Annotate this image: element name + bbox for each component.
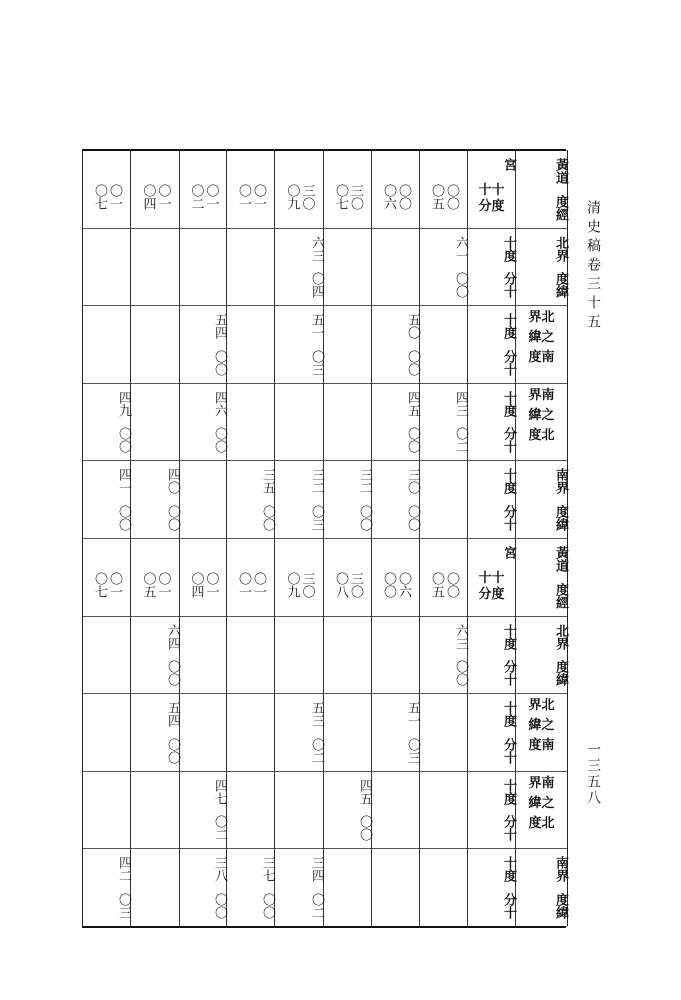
table-cell (324, 693, 372, 771)
cell-text: 〇三 (116, 892, 131, 919)
cell-text: 五〇 (405, 313, 420, 340)
row-header-cell (516, 305, 567, 383)
table-cell (372, 150, 420, 228)
cell-text: 〇一 (236, 572, 251, 598)
cell-text: 〇〇 (116, 504, 131, 531)
table-row (83, 305, 567, 384)
table-cell (372, 616, 420, 694)
cell-text: 分十 (501, 815, 516, 842)
cell-text: 三〇 (348, 184, 363, 210)
table-cell (131, 228, 180, 306)
table-cell (83, 693, 131, 771)
cell-text: 〇〇 (453, 272, 468, 299)
cell-text: 十度 (501, 623, 516, 650)
table-cell (227, 848, 275, 926)
cell-text: 分十 (501, 892, 516, 919)
cell-text: 四一 (116, 468, 131, 495)
cell-text: 三五 (260, 468, 275, 495)
cell-text: 〇七 (333, 184, 348, 210)
cell-text: 〇五 (429, 572, 444, 598)
cell-text: 〇〇 (212, 427, 227, 454)
cell-text: 分十 (501, 349, 516, 376)
cell-text: 〇一 (236, 184, 251, 210)
table-cell (372, 228, 420, 306)
row-header-cell (516, 616, 567, 694)
cell-text: 〇〇 (165, 504, 180, 531)
table-cell (180, 228, 227, 306)
table-row (83, 383, 567, 462)
unit-cell (468, 460, 516, 538)
table-row (83, 460, 567, 539)
table-cell (131, 848, 180, 926)
table-cell (420, 538, 468, 616)
cell-text: 度經 (553, 194, 568, 221)
cell-text: 〇二 (309, 737, 324, 764)
cell-text: 〇九 (284, 184, 300, 210)
cell-text: 分十 (501, 272, 516, 299)
table-cell (180, 616, 227, 694)
table-cell (372, 383, 420, 461)
cell-text: 度經 (553, 582, 568, 609)
cell-text: 分十 (501, 660, 516, 687)
running-title: 清史稿卷三十五 (585, 200, 601, 333)
table-cell (227, 460, 275, 538)
cell-text: 五四 (212, 313, 227, 340)
table-cell (324, 538, 372, 616)
table-cell (275, 538, 324, 616)
page-number: 一三五八 (585, 742, 601, 806)
cell-text: 〇六 (381, 184, 396, 210)
cell-text: 十度 (501, 235, 516, 262)
unit-cell (468, 693, 516, 771)
cell-text: 〇五 (429, 184, 444, 210)
cell-text: 〇〇 (357, 815, 372, 842)
cell-text: 分十 (501, 427, 516, 454)
cell-text: 五三 (309, 701, 324, 728)
table-row (83, 150, 567, 229)
cell-text: 界北 緯之 度南 (528, 310, 555, 366)
cell-text: 十度 (501, 856, 516, 883)
table-row (83, 228, 567, 307)
cell-text: 四二 (116, 856, 131, 883)
table-cell (275, 228, 324, 306)
table-cell (180, 693, 227, 771)
cell-text: 度緯 (553, 892, 568, 919)
cell-text: 四七 (212, 778, 227, 805)
cell-text: 十度 (501, 778, 516, 805)
unit-cell (468, 383, 516, 461)
cell-text: 〇二 (453, 427, 468, 454)
cell-text: 〇一 (251, 184, 266, 210)
cell-text: 黃道 (553, 158, 568, 184)
table-cell (83, 848, 131, 926)
table-cell (83, 616, 131, 694)
table-cell (420, 848, 468, 926)
cell-text: 北界 (553, 235, 568, 262)
unit-cell (468, 538, 516, 616)
unit-cell (468, 228, 516, 306)
cell-text: 〇九 (284, 572, 300, 598)
cell-text: 分十 (501, 737, 516, 764)
cell-text: 〇〇 (260, 892, 275, 919)
table-cell (275, 693, 324, 771)
table-cell (227, 150, 275, 228)
cell-text: 〇三 (309, 504, 324, 531)
table-cell (324, 848, 372, 926)
unit-cell (468, 305, 516, 383)
table-cell (324, 305, 372, 383)
cell-text: 界北 緯之 度南 (528, 698, 555, 754)
cell-text: 十度 (501, 701, 516, 728)
table-row (83, 771, 567, 850)
cell-text: 黃道 (553, 546, 568, 572)
cell-text: 〇一 (155, 184, 171, 210)
cell-text: 南界 (553, 468, 568, 495)
unit-cell (468, 616, 516, 694)
table-cell (372, 693, 420, 771)
table-cell (275, 150, 324, 228)
cell-text: 四九 (116, 390, 131, 417)
cell-text: 三〇 (299, 184, 315, 210)
cell-text: 六四 (165, 623, 180, 650)
unit-cell (468, 771, 516, 849)
cell-text: 三〇 (299, 572, 315, 598)
cell-text: 宮 (501, 158, 516, 171)
cell-text: 〇七 (92, 572, 107, 598)
table-cell (227, 228, 275, 306)
cell-text: 四五 (405, 390, 420, 417)
cell-text: 〇二 (212, 815, 227, 842)
cell-text: 〇〇 (453, 660, 468, 687)
cell-text: 北界 (553, 623, 568, 650)
table-cell (324, 460, 372, 538)
table-cell (420, 383, 468, 461)
table-cell (324, 383, 372, 461)
cell-text: 六一 (453, 235, 468, 262)
table-cell (420, 150, 468, 228)
cell-text: 三〇 (348, 572, 363, 598)
cell-text: 〇〇 (444, 572, 459, 598)
table-cell (372, 460, 420, 538)
cell-text: 〇〇 (405, 349, 420, 376)
table-cell (180, 150, 227, 228)
cell-text: 界南 緯之 度北 (528, 775, 555, 831)
cell-text: 〇四 (140, 184, 156, 210)
cell-text: 〇四 (309, 272, 324, 299)
row-header-cell (516, 693, 567, 771)
cell-text: 四五 (357, 778, 372, 805)
table-cell (227, 771, 275, 849)
cell-text: 〇〇 (212, 349, 227, 376)
bottom-rule (82, 926, 566, 928)
table-cell (227, 305, 275, 383)
cell-text: 〇八 (333, 572, 348, 598)
cell-text: 〇七 (92, 184, 107, 210)
cell-text: 〇二 (309, 892, 324, 919)
table-cell (83, 228, 131, 306)
table-cell (83, 383, 131, 461)
table-cell (275, 383, 324, 461)
table-cell (275, 848, 324, 926)
row-header-cell (516, 383, 567, 461)
cell-text: 〇〇 (116, 427, 131, 454)
cell-text: 度緯 (553, 660, 568, 687)
cell-text: 〇五 (140, 572, 156, 598)
table-cell (131, 771, 180, 849)
cell-text: 十十 分度 (478, 183, 505, 214)
cell-text: 〇一 (251, 572, 266, 598)
table-cell (420, 693, 468, 771)
cell-text: 三八 (212, 856, 227, 883)
cell-text: 四〇 (165, 468, 180, 495)
cell-text: 〇三 (309, 349, 324, 376)
table-cell (180, 383, 227, 461)
table-cell (324, 228, 372, 306)
cell-text: 度緯 (553, 504, 568, 531)
table-cell (131, 305, 180, 383)
table-cell (420, 771, 468, 849)
cell-text: 〇三 (405, 737, 420, 764)
table-cell (227, 693, 275, 771)
row-header-cell (516, 771, 567, 849)
unit-cell (468, 848, 516, 926)
cell-text: 四三 (453, 390, 468, 417)
table-cell (227, 616, 275, 694)
table-row (83, 538, 567, 617)
cell-text: 〇一 (107, 184, 122, 210)
table-cell (324, 771, 372, 849)
cell-text: 〇六 (396, 572, 411, 598)
table-cell (227, 538, 275, 616)
table-cell (275, 305, 324, 383)
table-cell (420, 305, 468, 383)
table-cell (275, 771, 324, 849)
cell-text: 界南 緯之 度北 (528, 387, 555, 443)
cell-text: 十十 分度 (478, 571, 505, 602)
row-header-cell (516, 150, 567, 228)
cell-text: 十度 (501, 468, 516, 495)
cell-text: 六三 (309, 235, 324, 262)
row-header-cell (516, 460, 567, 538)
table-cell (131, 693, 180, 771)
cell-text: 〇〇 (165, 737, 180, 764)
cell-text: 〇一 (155, 572, 171, 598)
table-cell (372, 538, 420, 616)
row-header-cell (516, 538, 567, 616)
table-cell (180, 848, 227, 926)
cell-text: 南界 (553, 856, 568, 883)
cell-text: 〇〇 (396, 184, 411, 210)
table-cell (275, 616, 324, 694)
cell-text: 三二 (357, 468, 372, 495)
table-cell (324, 150, 372, 228)
cell-text: 宮 (501, 546, 516, 559)
cell-text: 三〇 (405, 468, 420, 495)
table-cell (83, 305, 131, 383)
table-cell (275, 460, 324, 538)
table-cell (83, 150, 131, 228)
cell-text: 五一 (309, 313, 324, 340)
table-cell (420, 616, 468, 694)
cell-text: 〇〇 (405, 504, 420, 531)
cell-text: 〇一 (203, 184, 219, 210)
cell-text: 三七 (260, 856, 275, 883)
cell-text: 分十 (501, 504, 516, 531)
cell-text: 〇〇 (444, 184, 459, 210)
table-cell (180, 305, 227, 383)
table-row (83, 848, 567, 927)
row-header-cell (516, 848, 567, 926)
table-cell (372, 848, 420, 926)
cell-text: 〇〇 (260, 504, 275, 531)
cell-text: 〇二 (188, 184, 204, 210)
table-cell (372, 771, 420, 849)
cell-text: 四六 (212, 390, 227, 417)
table-cell (131, 460, 180, 538)
cell-text: 五四 (165, 701, 180, 728)
table-cell (372, 305, 420, 383)
table-cell (420, 228, 468, 306)
table-cell (131, 538, 180, 616)
table-cell (83, 538, 131, 616)
table-cell (324, 616, 372, 694)
table-row (83, 693, 567, 772)
cell-text: 〇〇 (405, 427, 420, 454)
table-cell (131, 616, 180, 694)
cell-text: 〇〇 (357, 504, 372, 531)
table-cell (180, 771, 227, 849)
cell-text: 三二 (309, 468, 324, 495)
unit-cell (468, 150, 516, 228)
star-table (82, 150, 568, 926)
cell-text: 〇〇 (212, 892, 227, 919)
table-cell (180, 460, 227, 538)
table-cell (180, 538, 227, 616)
cell-text: 〇〇 (165, 660, 180, 687)
table-cell (227, 383, 275, 461)
cell-text: 三四 (309, 856, 324, 883)
row-header-cell (516, 228, 567, 306)
cell-text: 〇一 (107, 572, 122, 598)
cell-text: 〇一 (203, 572, 219, 598)
cell-text: 五一 (405, 701, 420, 728)
table-cell (83, 460, 131, 538)
table-cell (131, 383, 180, 461)
table-cell (420, 460, 468, 538)
cell-text: 十度 (501, 390, 516, 417)
table-row (83, 616, 567, 695)
cell-text: 〇〇 (381, 572, 396, 598)
cell-text: 〇四 (188, 572, 204, 598)
table-cell (83, 771, 131, 849)
cell-text: 十度 (501, 313, 516, 340)
cell-text: 度緯 (553, 272, 568, 299)
cell-text: 六三 (453, 623, 468, 650)
table-cell (131, 150, 180, 228)
